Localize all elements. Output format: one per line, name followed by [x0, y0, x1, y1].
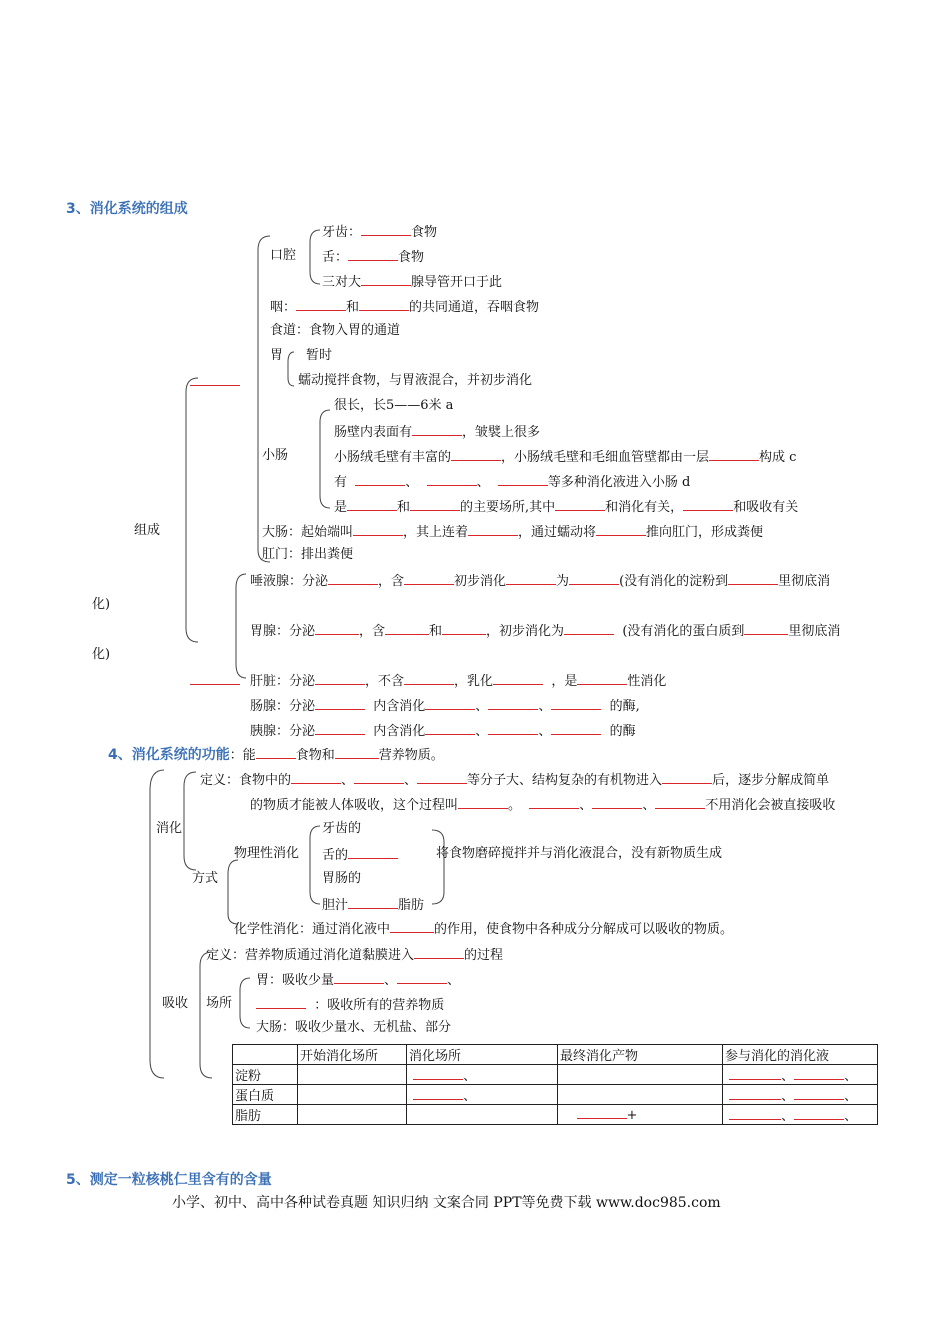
table-cell: 、 — [407, 1065, 558, 1085]
line-xs-def: 定义：营养物质通过消化道黏膜进入 的过程 — [206, 948, 504, 963]
line-weichangde: 胃肠的 — [322, 871, 362, 886]
table-cell — [298, 1085, 407, 1105]
line-she: 舌： 食物 — [322, 250, 425, 265]
line-hua-2: 化) — [92, 647, 111, 662]
table-row — [233, 1065, 878, 1085]
label-xiaochang: 小肠 — [262, 448, 289, 463]
line-xc-4: 有 、 、 等多种消化液进入小肠 d — [334, 475, 691, 490]
label-wei: 胃 — [270, 348, 284, 363]
table-cell — [298, 1065, 407, 1085]
line-wei-2: 蠕动搅拌食物，与胃液混合，并初步消化 — [298, 373, 533, 388]
line-weixian: 胃腺：分泌 ，含 和 ，初步消化为 (没有消化的蛋白质到 里彻底消 — [250, 624, 841, 639]
line-danzhi: 胆汁 脂肪 — [322, 898, 425, 913]
label-changsuo: 场所 — [206, 996, 233, 1011]
table-cell: 脂肪 — [233, 1105, 298, 1125]
footer-text: 小学、初中、高中各种试卷真题 知识归纳 文案合同 PPT等免费下载 www.doc985.com — [172, 1195, 721, 1211]
line-yan: 咽： 和 的共同通道，吞咽食物 — [270, 300, 540, 315]
line-xs-dc: 大肠：吸收少量水、无机盐、部分 — [256, 1020, 452, 1035]
section-5-title: 5、测定一粒核桃仁里含有的含量 — [66, 1172, 272, 1188]
line-dachang: 大肠：起始端叫 ，其上连着 ，通过蠕动将 推向肛门，形成粪便 — [262, 525, 764, 540]
table-row — [233, 1085, 878, 1105]
line-xs-wei: 胃：吸收少量 、 、 — [256, 973, 461, 988]
line-ganzang: 肝脏：分泌 ，不含 ，乳化 ，是 性消化 — [250, 674, 667, 689]
table-cell: 、 、 — [723, 1065, 878, 1085]
line-wei-1: 暂时 — [306, 348, 333, 363]
table-header: 最终消化产物 — [558, 1045, 723, 1065]
table-cell — [407, 1105, 558, 1125]
line-hua-1: 化) — [92, 597, 111, 612]
line-xc-2: 肠壁内表面有 ，皱襞上很多 — [334, 425, 541, 440]
label-zucheng: 组成 — [134, 523, 161, 538]
section-4-title: 4、消化系统的功能 — [108, 747, 230, 763]
table-header: 消化场所 — [407, 1045, 558, 1065]
line-xc-1: 很长，长5——6米 a — [334, 398, 454, 413]
line-xs-xc: ：吸收所有的营养物质 — [256, 996, 444, 1014]
digestion-table — [232, 1044, 878, 1125]
table-cell: 、 、 — [723, 1085, 878, 1105]
line-gangmen: 肛门：排出粪便 — [262, 547, 354, 562]
section-4-line: 4、消化系统的功能：能 食物和 营养物质。 — [108, 747, 444, 763]
table-cell — [558, 1065, 723, 1085]
table-header: 参与消化的消化液 — [723, 1045, 878, 1065]
table-row — [233, 1105, 878, 1125]
line-shidao: 食道：食物入胃的通道 — [270, 323, 401, 338]
line-tuoye: 唾液腺：分泌 ，含 初步消化 为 (没有消化的淀粉到 里彻底消 — [250, 574, 831, 589]
line-wuli-desc: 将食物磨碎搅拌并与消化液混合，没有新物质生成 — [436, 846, 723, 861]
section-3-title: 3、消化系统的组成 — [66, 201, 188, 217]
label-wulixing: 物理性消化 — [234, 846, 300, 861]
table-cell: 、 、 — [723, 1105, 878, 1125]
table-cell: + — [558, 1105, 723, 1125]
table-header — [233, 1045, 298, 1065]
table-cell — [298, 1105, 407, 1125]
line-yixian: 胰腺：分泌 内含消化 、 、 的酶 — [250, 724, 636, 739]
line-yachide: 牙齿的 — [322, 821, 362, 836]
line-xc-5: 是 和 的主要场所,其中 和消化有关， 和吸收有关 — [334, 500, 799, 515]
table-header-row — [233, 1045, 878, 1065]
table-header: 开始消化场所 — [298, 1045, 407, 1065]
table-cell: 淀粉 — [233, 1065, 298, 1085]
line-def-2: 的物质才能被人体吸收，这个过程叫 。 、 、 不用消化会被直接吸收 — [250, 798, 836, 813]
line-def-1: 定义：食物中的 、 、 等分子大、结构复杂的有机物进入 后，逐步分解成简单 — [200, 773, 830, 788]
line-huaxue: 化学性消化：通过消化液中 的作用，使食物中各种成分分解成可以吸收的物质。 — [234, 922, 734, 937]
table-cell: 蛋白质 — [233, 1085, 298, 1105]
line-shede: 舌的 — [322, 846, 398, 864]
label-xishou: 吸收 — [162, 996, 189, 1011]
line-yachi: 牙齿： 食物 — [322, 225, 438, 240]
label-kouqiang: 口腔 — [270, 248, 297, 263]
line-changxian: 肠腺：分泌 内含消化 、 、 的酶, — [250, 699, 640, 714]
line-sanduida: 三对大 腺导管开口于此 — [322, 275, 503, 290]
label-xiaohua: 消化 — [156, 821, 183, 836]
blank-digestive-glands — [190, 672, 240, 690]
table-cell: 、 — [407, 1085, 558, 1105]
label-fangshi: 方式 — [192, 871, 219, 886]
line-xc-3: 小肠绒毛壁有丰富的 ，小肠绒毛壁和毛细血管壁都由一层 构成 c — [334, 450, 797, 465]
table-cell — [558, 1085, 723, 1105]
blank-digestive-tract — [190, 373, 240, 391]
